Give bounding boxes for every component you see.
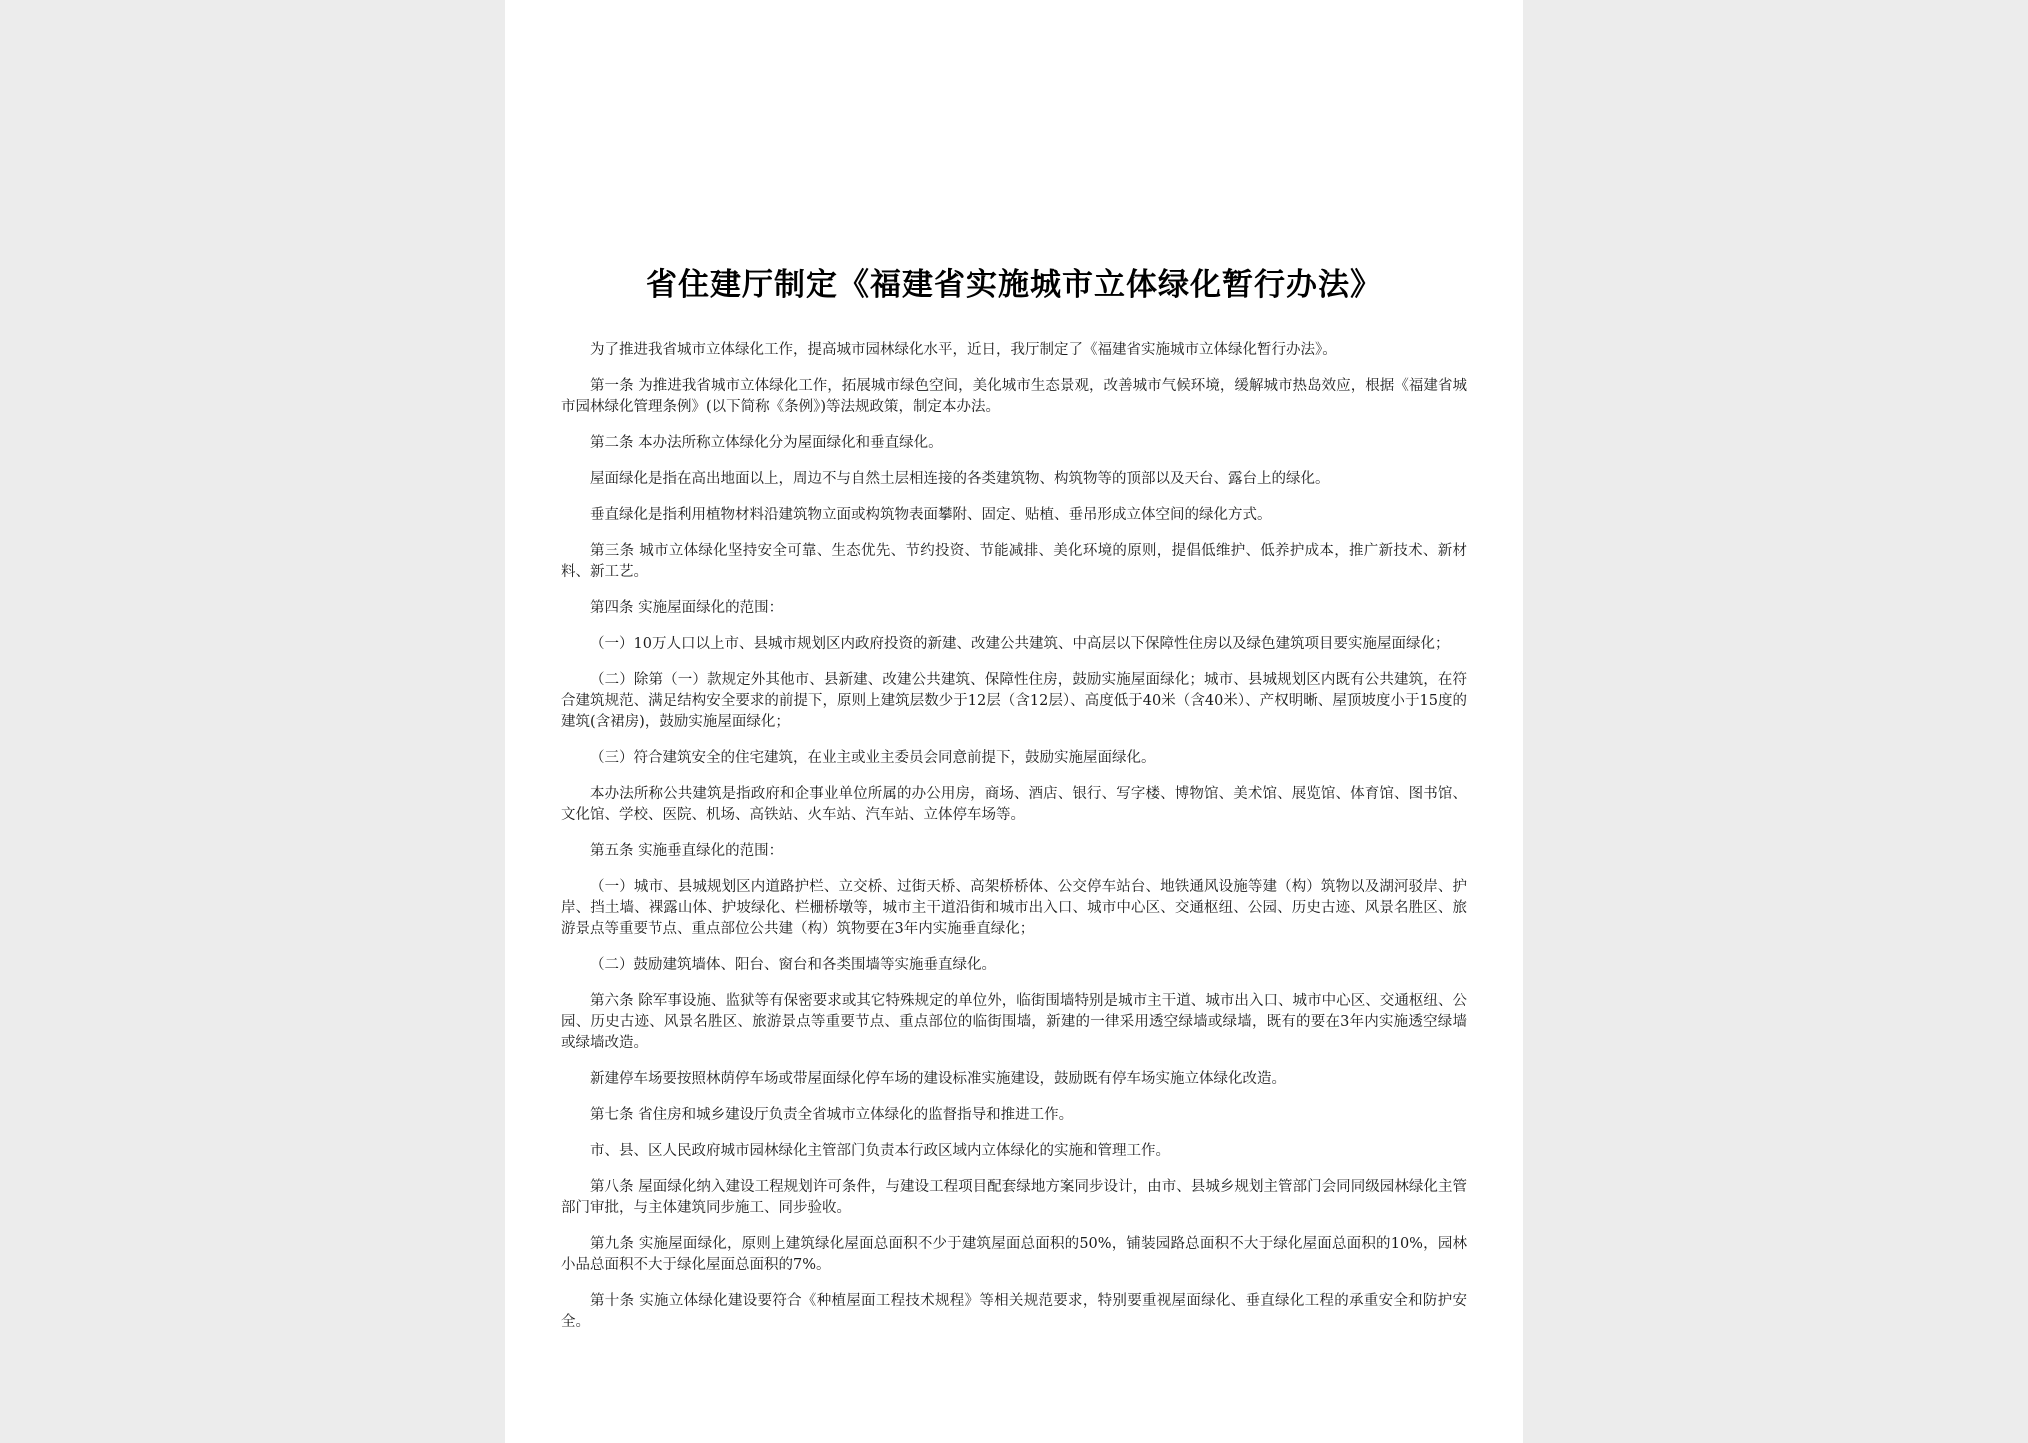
paragraph: 本办法所称公共建筑是指政府和企事业单位所属的办公用房，商场、酒店、银行、写字楼、博物馆、美术馆、展览馆、体育馆、图书馆、文化馆、学校、医院、机场、高铁站、火车站、汽车站、立体停车场等。 [561, 786, 1467, 823]
paragraph: 第十条 实施立体绿化建设要符合《种植屋面工程技术规程》等相关规范要求，特别要重视屋面绿化、垂直绿化工程的承重安全和防护安全。 [561, 1293, 1467, 1330]
paragraph: 为了推进我省城市立体绿化工作，提高城市园林绿化水平，近日，我厅制定了《福建省实施城市立体绿化暂行办法》。 [590, 342, 1337, 358]
paragraph: （三）符合建筑安全的住宅建筑，在业主或业主委员会同意前提下，鼓励实施屋面绿化。 [590, 750, 1156, 766]
paragraph: 新建停车场要按照林荫停车场或带屋面绿化停车场的建设标准实施建设，鼓励既有停车场实施立体绿化改造。 [590, 1071, 1286, 1087]
paragraph: 第五条 实施垂直绿化的范围： [590, 843, 784, 859]
paragraph: 第一条 为推进我省城市立体绿化工作，拓展城市绿色空间，美化城市生态景观，改善城市气候环境，缓解城市热岛效应，根据《福建省城市园林绿化管理条例》(以下简称《条例》)等法规政策，制定本办法。 [561, 378, 1467, 415]
paragraph: 垂直绿化是指利用植物材料沿建筑物立面或构筑物表面攀附、固定、贴植、垂吊形成立体空间的绿化方式。 [590, 507, 1272, 523]
paragraph: 第六条 除军事设施、监狱等有保密要求或其它特殊规定的单位外，临街围墙特别是城市主干道、城市出入口、城市中心区、交通枢纽、公园、历史古迹、风景名胜区、旅游景点等重要节点、重点部位的临街围墙，新建的一律采用透空绿墙或绿墙，既有的要在3年内实施透空绿墙或绿墙改造。 [561, 993, 1467, 1051]
paragraph: 第八条 屋面绿化纳入建设工程规划许可条件，与建设工程项目配套绿地方案同步设计，由市、县城乡规划主管部门会同同级园林绿化主管部门审批，与主体建筑同步施工、同步验收。 [561, 1179, 1467, 1216]
paragraph: （一）城市、县城规划区内道路护栏、立交桥、过街天桥、高架桥桥体、公交停车站台、地铁通风设施等建（构）筑物以及湖河驳岸、护岸、挡土墙、裸露山体、护坡绿化、栏栅桥墩等，城市主干道沿街和城市出入口、城市中心区、交通枢纽、公园、历史古迹、风景名胜区、旅游景点等重要节点、重点部位公共建（构）筑物要在3年内实施垂直绿化； [561, 879, 1467, 937]
paragraph: （二）除第（一）款规定外其他市、县新建、改建公共建筑、保障性住房，鼓励实施屋面绿化；城市、县城规划区内既有公共建筑，在符合建筑规范、满足结构安全要求的前提下，原则上建筑层数少于12层（含12层）、高度低于40米（含40米）、产权明晰、屋顶坡度小于15度的建筑(含裙房)，鼓励实施屋面绿化； [561, 672, 1467, 730]
paragraph: 第二条 本办法所称立体绿化分为屋面绿化和垂直绿化。 [590, 435, 943, 451]
paragraph: 市、县、区人民政府城市园林绿化主管部门负责本行政区域内立体绿化的实施和管理工作。 [590, 1143, 1170, 1159]
paragraph: （二）鼓励建筑墙体、阳台、窗台和各类围墙等实施垂直绿化。 [590, 957, 996, 973]
paragraph: 第七条 省住房和城乡建设厅负责全省城市立体绿化的监督指导和推进工作。 [590, 1107, 1074, 1123]
document-body [561, 340, 1467, 1333]
paragraph: 第四条 实施屋面绿化的范围： [590, 600, 784, 616]
paragraph: （一）10万人口以上市、县城市规划区内政府投资的新建、改建公共建筑、中高层以下保障性住房以及绿色建筑项目要实施屋面绿化； [590, 636, 1450, 652]
paragraph: 第九条 实施屋面绿化，原则上建筑绿化屋面总面积不少于建筑屋面总面积的50%，铺装园路总面积不大于绿化屋面总面积的10%，园林小品总面积不大于绿化屋面总面积的7%。 [561, 1236, 1467, 1273]
paragraph: 第三条 城市立体绿化坚持安全可靠、生态优先、节约投资、节能减排、美化环境的原则，提倡低维护、低养护成本，推广新技术、新材料、新工艺。 [561, 543, 1467, 580]
document-page [505, 0, 1523, 1443]
paragraph: 屋面绿化是指在高出地面以上，周边不与自然土层相连接的各类建筑物、构筑物等的顶部以及天台、露台上的绿化。 [590, 471, 1330, 487]
document-title: 省住建厅制定《福建省实施城市立体绿化暂行办法》 [646, 267, 1382, 303]
